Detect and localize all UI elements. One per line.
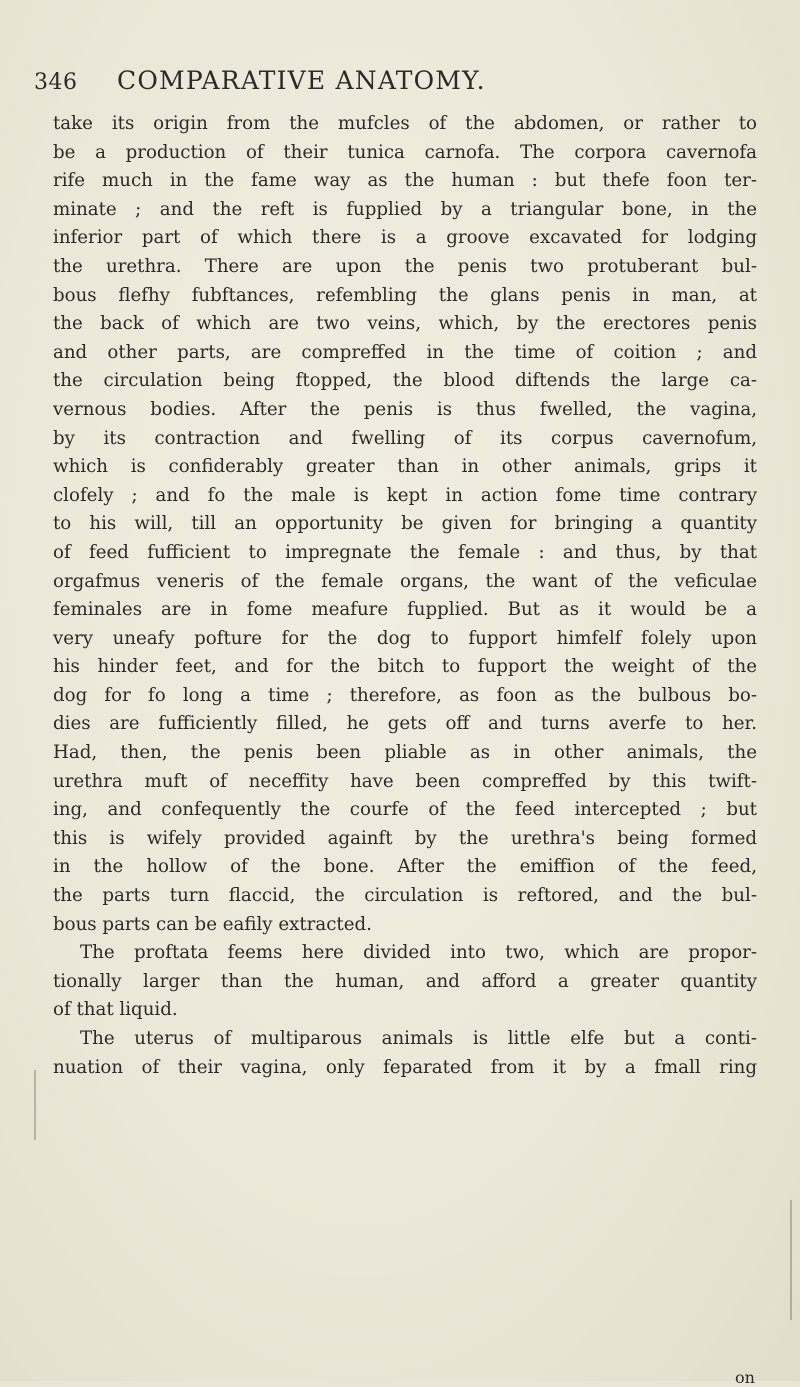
body-text	[53, 110, 757, 1082]
text-line: dog for fo long a time ; therefore, as foon as the bulbous bo-	[53, 684, 757, 706]
text-line: The proftata feems here divided into two, which are propor-	[80, 942, 757, 964]
text-line: this is wifely provided againft by the urethra's being formed	[53, 827, 757, 849]
text-line: tionally larger than the human, and afford a greater quantity	[53, 970, 757, 992]
text-line: the urethra. There are upon the penis two protuberant bul-	[53, 255, 757, 277]
scan-speck	[790, 1200, 792, 1320]
text-line: his hinder feet, and for the bitch to fupport the weight of the	[53, 656, 757, 678]
text-line: minate ; and the reft is fupplied by a triangular bone, in the	[53, 198, 757, 220]
scan-speck	[34, 1070, 36, 1140]
text-line: which is confiderably greater than in other animals, grips it	[53, 456, 757, 478]
catchword: on	[735, 1368, 755, 1387]
text-line: Had, then, the penis been pliable as in other animals, the	[53, 742, 757, 764]
page-number: 346	[34, 70, 78, 95]
text-line: the circulation being ftopped, the blood diftends the large ca-	[53, 370, 757, 392]
text-line: of feed fufficient to impregnate the female : and thus, by that	[53, 541, 757, 563]
text-line: to his will, till an opportunity be given for bringing a quantity	[53, 513, 757, 535]
running-head: COMPARATIVE ANATOMY.	[117, 66, 486, 95]
text-line: clofely ; and fo the male is kept in action fome time contrary	[53, 484, 757, 506]
text-line: of that liquid.	[53, 999, 178, 1021]
text-line: rife much in the fame way as the human : but thefe foon ter-	[53, 170, 757, 192]
text-line: take its origin from the mufcles of the abdomen, or rather to	[53, 113, 757, 134]
text-line: and other parts, are compreffed in the time of coition ; and	[53, 341, 757, 363]
text-line: ing, and confequently the courfe of the feed intercepted ; but	[53, 799, 757, 821]
text-line: by its contraction and fwelling of its corpus cavernofum,	[53, 427, 757, 449]
text-line: in the hollow of the bone. After the emiffion of the feed,	[53, 856, 757, 878]
text-line: inferior part of which there is a groove excavated for lodging	[53, 227, 757, 249]
text-line: bous parts can be eafily extracted.	[53, 913, 372, 935]
text-line: be a production of their tunica carnofa. The corpora cavernofa	[53, 141, 757, 163]
text-line: orgafmus veneris of the female organs, the want of the veficulae	[53, 570, 757, 592]
text-line: feminales are in fome meafure fupplied. But as it would be a	[53, 599, 757, 621]
text-line: bous flefhy fubftances, refembling the glans penis in man, at	[53, 284, 757, 306]
text-line: the back of which are two veins, which, by the erectores penis	[53, 313, 757, 335]
text-line: urethra muft of neceffity have been compreffed by this twift-	[53, 770, 757, 792]
page-header	[34, 62, 754, 102]
text-line: The uterus of multiparous animals is little elfe but a conti-	[80, 1028, 757, 1049]
text-line: the parts turn flaccid, the circulation is reftored, and the bul-	[53, 885, 757, 907]
text-line: dies are fufficiently filled, he gets off and turns averfe to her.	[53, 713, 757, 735]
text-line: nuation of their vagina, only feparated from it by a fmall ring	[53, 1056, 757, 1078]
text-line: very uneafy pofture for the dog to fupport himfelf folely upon	[53, 627, 757, 649]
text-line: vernous bodies. After the penis is thus fwelled, the vagina,	[53, 398, 757, 420]
